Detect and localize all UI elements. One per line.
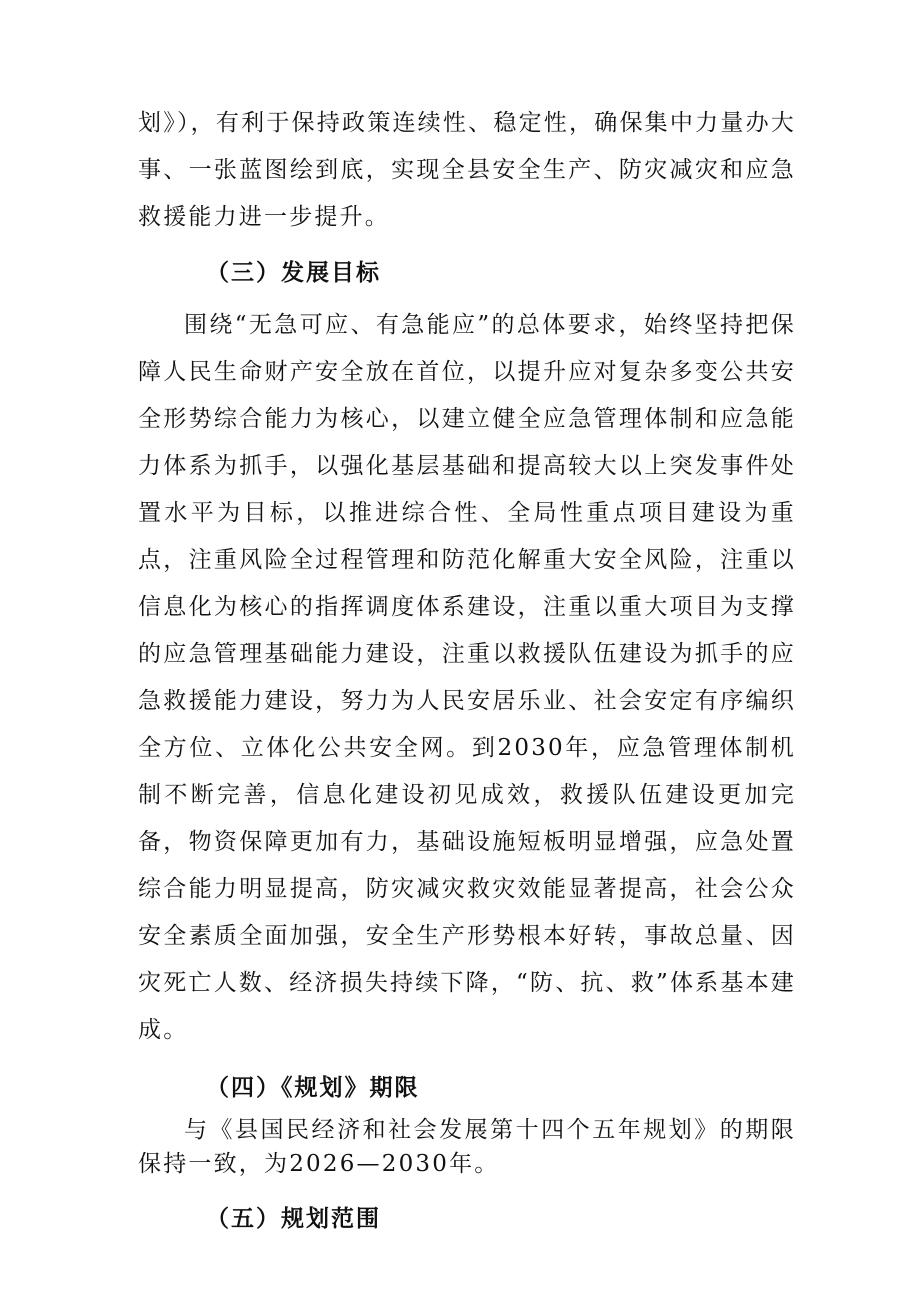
continuation-paragraph: 划》），有利于保持政策连续性、稳定性，确保集中力量办大事、一张蓝图绘到底，实现全县安全生产、防灾减灾和应急救援能力进一步提升。 — [138, 110, 796, 230]
section-heading-plan-period: （四）《规划》期限 — [206, 1074, 420, 1101]
section-heading-development-goals: （三）发展目标 — [206, 259, 381, 286]
section-heading-plan-scope: （五）规划范围 — [206, 1205, 381, 1232]
development-goals-paragraph: 围绕“无急可应、有急能应”的总体要求，始终坚持把保障人民生命财产安全放在首位，以提升应对复杂多变公共安全形势综合能力为核心，以建立健全应急管理体制和应急能力体系为抓手，以强化基层基础和提高较大以上突发事件处置水平为目标，以推进综合性、全局性重点项目建设为重点，注重风险全过程管理和防范化解重大安全风险，注重以信息化为核心的指挥调度体系建设，注重以重大项目为支撑的应急管理基础能力建设，注重以救援队伍建设为抓手的应急救援能力建设，努力为人民安居乐业、社会安定有序编织全方位、立体化公共安全网。到2030年，应急管理体制机制不断完善，信息化建设初见成效，救援队伍建设更加完备，物资保障更加有力，基础设施短板明显增强，应急处置综合能力明显提高，防灾减灾救灾效能显著提高，社会公众安全素质全面加强，安全生产形势根本好转，事故总量、因灾死亡人数、经济损失持续下降，“防、抗、救”体系基本建成。 — [138, 312, 796, 1043]
plan-period-paragraph: 与《县国民经济和社会发展第十四个五年规划》的期限保持一致，为2026—2030年。 — [138, 1117, 796, 1177]
